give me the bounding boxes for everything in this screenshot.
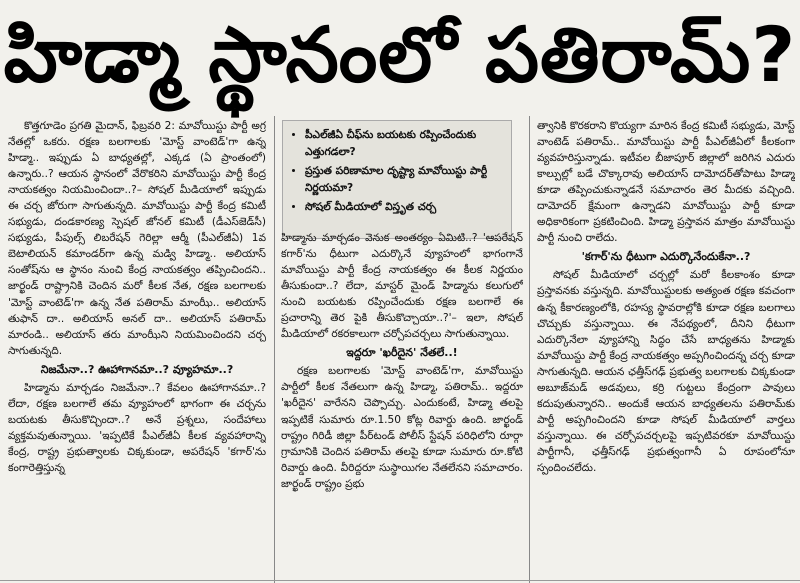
paragraph: హిడ్మాను మార్చడం నిజమేనా..? కేవలం ఊహాగానమా..? లేదా, రక్షణ బలగాలే తమ వ్యూహంలో భాగంగా ఈ చర్చను బయటకు తీసుకొచ్చిందా..? అనే ప్రశ్నలు, సందేహాలు వ్యక్తమవుతున్నాయి. 'ఇప్పటికే పీఎల్‌జీఏ కీలక వ్యవహారాన్ని కేంద్ర, రాష్ట్ర ప్రభుత్వాలకు చిక్కకుండా, అపరేషన్ 'కగార్'ను కంగారెత్తిస్తున్న xyxy=(8,381,266,474)
highlight-item: • సోషల్ మీడియాలో విస్తృత చర్చ xyxy=(305,199,505,216)
bottom-rule xyxy=(0,580,800,581)
paragraph: కొత్తగూడెం ప్రగతి మైదాన్, ఫిబ్రవరి 2: మావోయిస్టు పార్టీ అగ్ర నేతల్లో ఒకరు. రక్షణ బలగాలకు 'మోస్ట్ వాంటెడ్'గా ఉన్న హిడ్మా.. ఇప్పుడు ఏ బాధ్యతల్లో, ఎక్కడ (ఏ ప్రాంతంలో) ఉన్నారు..? ఆయన స్థానంలో వేరొకరిని మావోయిస్టు పార్టీ కేంద్ర నాయకత్వం నియమించిందా..?– సోషల్ మీడియాలో ఇప్పుడు ఈ చర్చ జోరుగా సాగుతున్నది. మావోయిస్టు పార్టీ కేంద్ర కమిటీ సభ్యుడు, దండకారణ్య స్పెషల్ జోనల్ కమిటీ (డీఎస్‌జెడ్‌సీ) సభ్యుడు, పీపుల్స్ లిబరేషన్ గెరిల్లా ఆర్మీ (పీఎల్‌జీఏ) 1వ బెటాలియన్ కమాండర్‌గా ఉన్న మడ్వి హిడ్మా.. అలియాస్ సంతోష్‌ను ఆ స్థానం నుంచి కేంద్ర నాయకత్వం తప్పించిందని.. జార్ఖండ్ రాష్ట్రానికి చెందిన మరో కీలక నేత, రక్షణ బలగాలకు 'మోస్ట్ వాంటెడ్'గా ఉన్న నేత పతిరామ్ మాంఝీ.. అలియాస్ తుఫాన్ దా.. అలియాస్ అనల్ దా.. అలియాస్ పతిరామ్ మారండి.. అలియాస్ తరు మాంఝీని నియమించిందని చర్చ సాగుతున్నది. xyxy=(8,120,266,357)
paragraph: సోషల్ మీడియాలో చర్చల్లో మరో కీలకాంశం కూడా ప్రస్తావనకు వస్తున్నది. మావోయిస్టులకు అత్యంత రక్షణ కవచంగా ఉన్న కీకారణ్యంలోకి, రహస్య స్థావరాల్లోకి కూడా రక్షణ బలగాలు చొచ్చుకు వస్తున్నాయి. ఈ నేపథ్యంలో, దీనిని ధీటుగా ఎదుర్కొనేలా వ్యూహాన్ని సిద్ధం చేసే బాధ్యతను హిడ్మాకు మావోయిస్టు పార్టీ కేంద్ర నాయకత్వం అప్పగించిందన్న చర్చ కూడా సాగుతున్నది. ఆయన ఛత్తీస్‌గఢ్ ప్రభుత్వ బలగాలకు చిక్కకుండా అబూజ్‌మడ్ అడవులు, కర్రి గుట్టలు కేంద్రంగా పావులు కదుపుతున్నారని.. అందుకే ఆయన బాధ్యతలను పతిరామ్‌కు పార్టీ అప్పగించిందని కూడా సోషల్ మీడియాలో వార్తలు వస్తున్నాయి. ఈ చర్చోపచర్చలపై ఇప్పటివరకూ మావోయిస్టు పార్టీగానీ, ఛత్తీస్‌గఢ్ ప్రభుత్వంగానీ ఏ రూపంలోనూ స్పందించలేదు. xyxy=(537,269,795,474)
column-divider xyxy=(274,116,275,583)
article-column-1 xyxy=(8,118,266,580)
paragraph: హిడ్మాను మార్చడం వెనుక అంతర్యం ఏమిటి..? 'ఆపరేషన్ కగార్'ను ధీటుగా ఎదుర్కొనే వ్యూహంలో భాగంగానే మావోయిస్టు పార్టీ కేంద్ర నాయకత్వం ఈ కీలక నిర్ణయం తీసుకుందా..? లేదా, మాస్టర్ మైండ్ హిడ్మాను కలుగులో నుంచి బయటకు రప్పించేందుకు రక్షణ బలగాలే ఈ ప్రచారాన్ని తెర పైకి తీసుకొచ్చాయా..?'– ఇలా, సోషల్ మీడియాలో రకరకాలుగా చర్చోపచర్చలు సాగుతున్నాయి. xyxy=(281,232,523,341)
paragraph: రక్షణ బలగాలకు 'మోస్ట్ వాంటెడ్'గా, మావోయిస్టు పార్టీలో కీలక నేతలుగా ఉన్న హిడ్మా, పతిరామ్.. ఇద్దరూ 'ఖరీదైన' వారేనని చెప్పొచ్చు. ఎందుకంటే, హిడ్మా తలపై ఇప్పటికే సుమారు రూ.1.50 కోట్ల రివార్డు ఉంది. జార్ఖండ్ రాష్ట్రం గిరిడీ జిల్లా పీర్‌టండ్ పోలీస్ స్టేషన్ పరిధిలోని రూర్గా గ్రామానికి చెందిన పతిరామ్ తలపై కూడా సుమారు రూ.కోటి రివార్డు ఉంది. వీరిద్దరూ సుస్థాయిగల నేతలేనని సమాచారం. జార్ఖండ్ రాష్ట్రం ప్రభు xyxy=(281,365,523,490)
highlights-box xyxy=(282,120,512,239)
article-column-2 xyxy=(281,230,523,580)
highlight-item: • ప్రస్తుత పరిణామాల దృష్ట్యా మావోయిస్టు పార్టీ నిర్ణయమా? xyxy=(305,163,505,197)
column-divider xyxy=(529,116,530,583)
subheading: ఇద్దరూ 'ఖరీదైన' నేతలే..! xyxy=(346,346,458,360)
paragraph: త్వానికి కొరకరాని కొయ్యగా మారిన కేంద్ర కమిటీ సభ్యుడు, మోస్ట్ వాంటెడ్ పతిరామ్.. మావోయిస్టు పార్టీ పీఎల్‌జీఏలో కీలకంగా వ్యవహరిస్తున్నాడు. ఇటీవల బీజాపూర్ జిల్లాలో జరిగిన ఎదురు కాల్పుల్లో బడే చొక్కారావు అలియాస్ దామోదర్‌తోపాటు హిడ్మా కూడా తప్పించుకున్నాడనే సమాచారం తెర మీదకు వచ్చింది. దామోదర్ క్షేమంగా ఉన్నాడని మావోయిస్టు పార్టీ కూడా అధికారికంగా ప్రకటించింది. హిడ్మా ప్రస్తావన మాత్రం మావోయిస్టు పార్టీ నుంచి రాలేదు. xyxy=(537,120,795,245)
subheading: నిజమేనా..? ఊహాగానమా..? వ్యూహమా..? xyxy=(40,362,234,376)
subheading: 'కగార్'ను ధీటుగా ఎదుర్కొనేందుకేనా..? xyxy=(581,250,751,264)
highlight-item: • పీఎల్‌జీఏ చీఫ్‌ను బయటకు రప్పించేందుకు ఎత్తుగడలా? xyxy=(305,127,505,161)
article-column-3 xyxy=(537,118,795,580)
headline: హిడ్మా స్థానంలో పతిరామ్? xyxy=(3,10,797,99)
